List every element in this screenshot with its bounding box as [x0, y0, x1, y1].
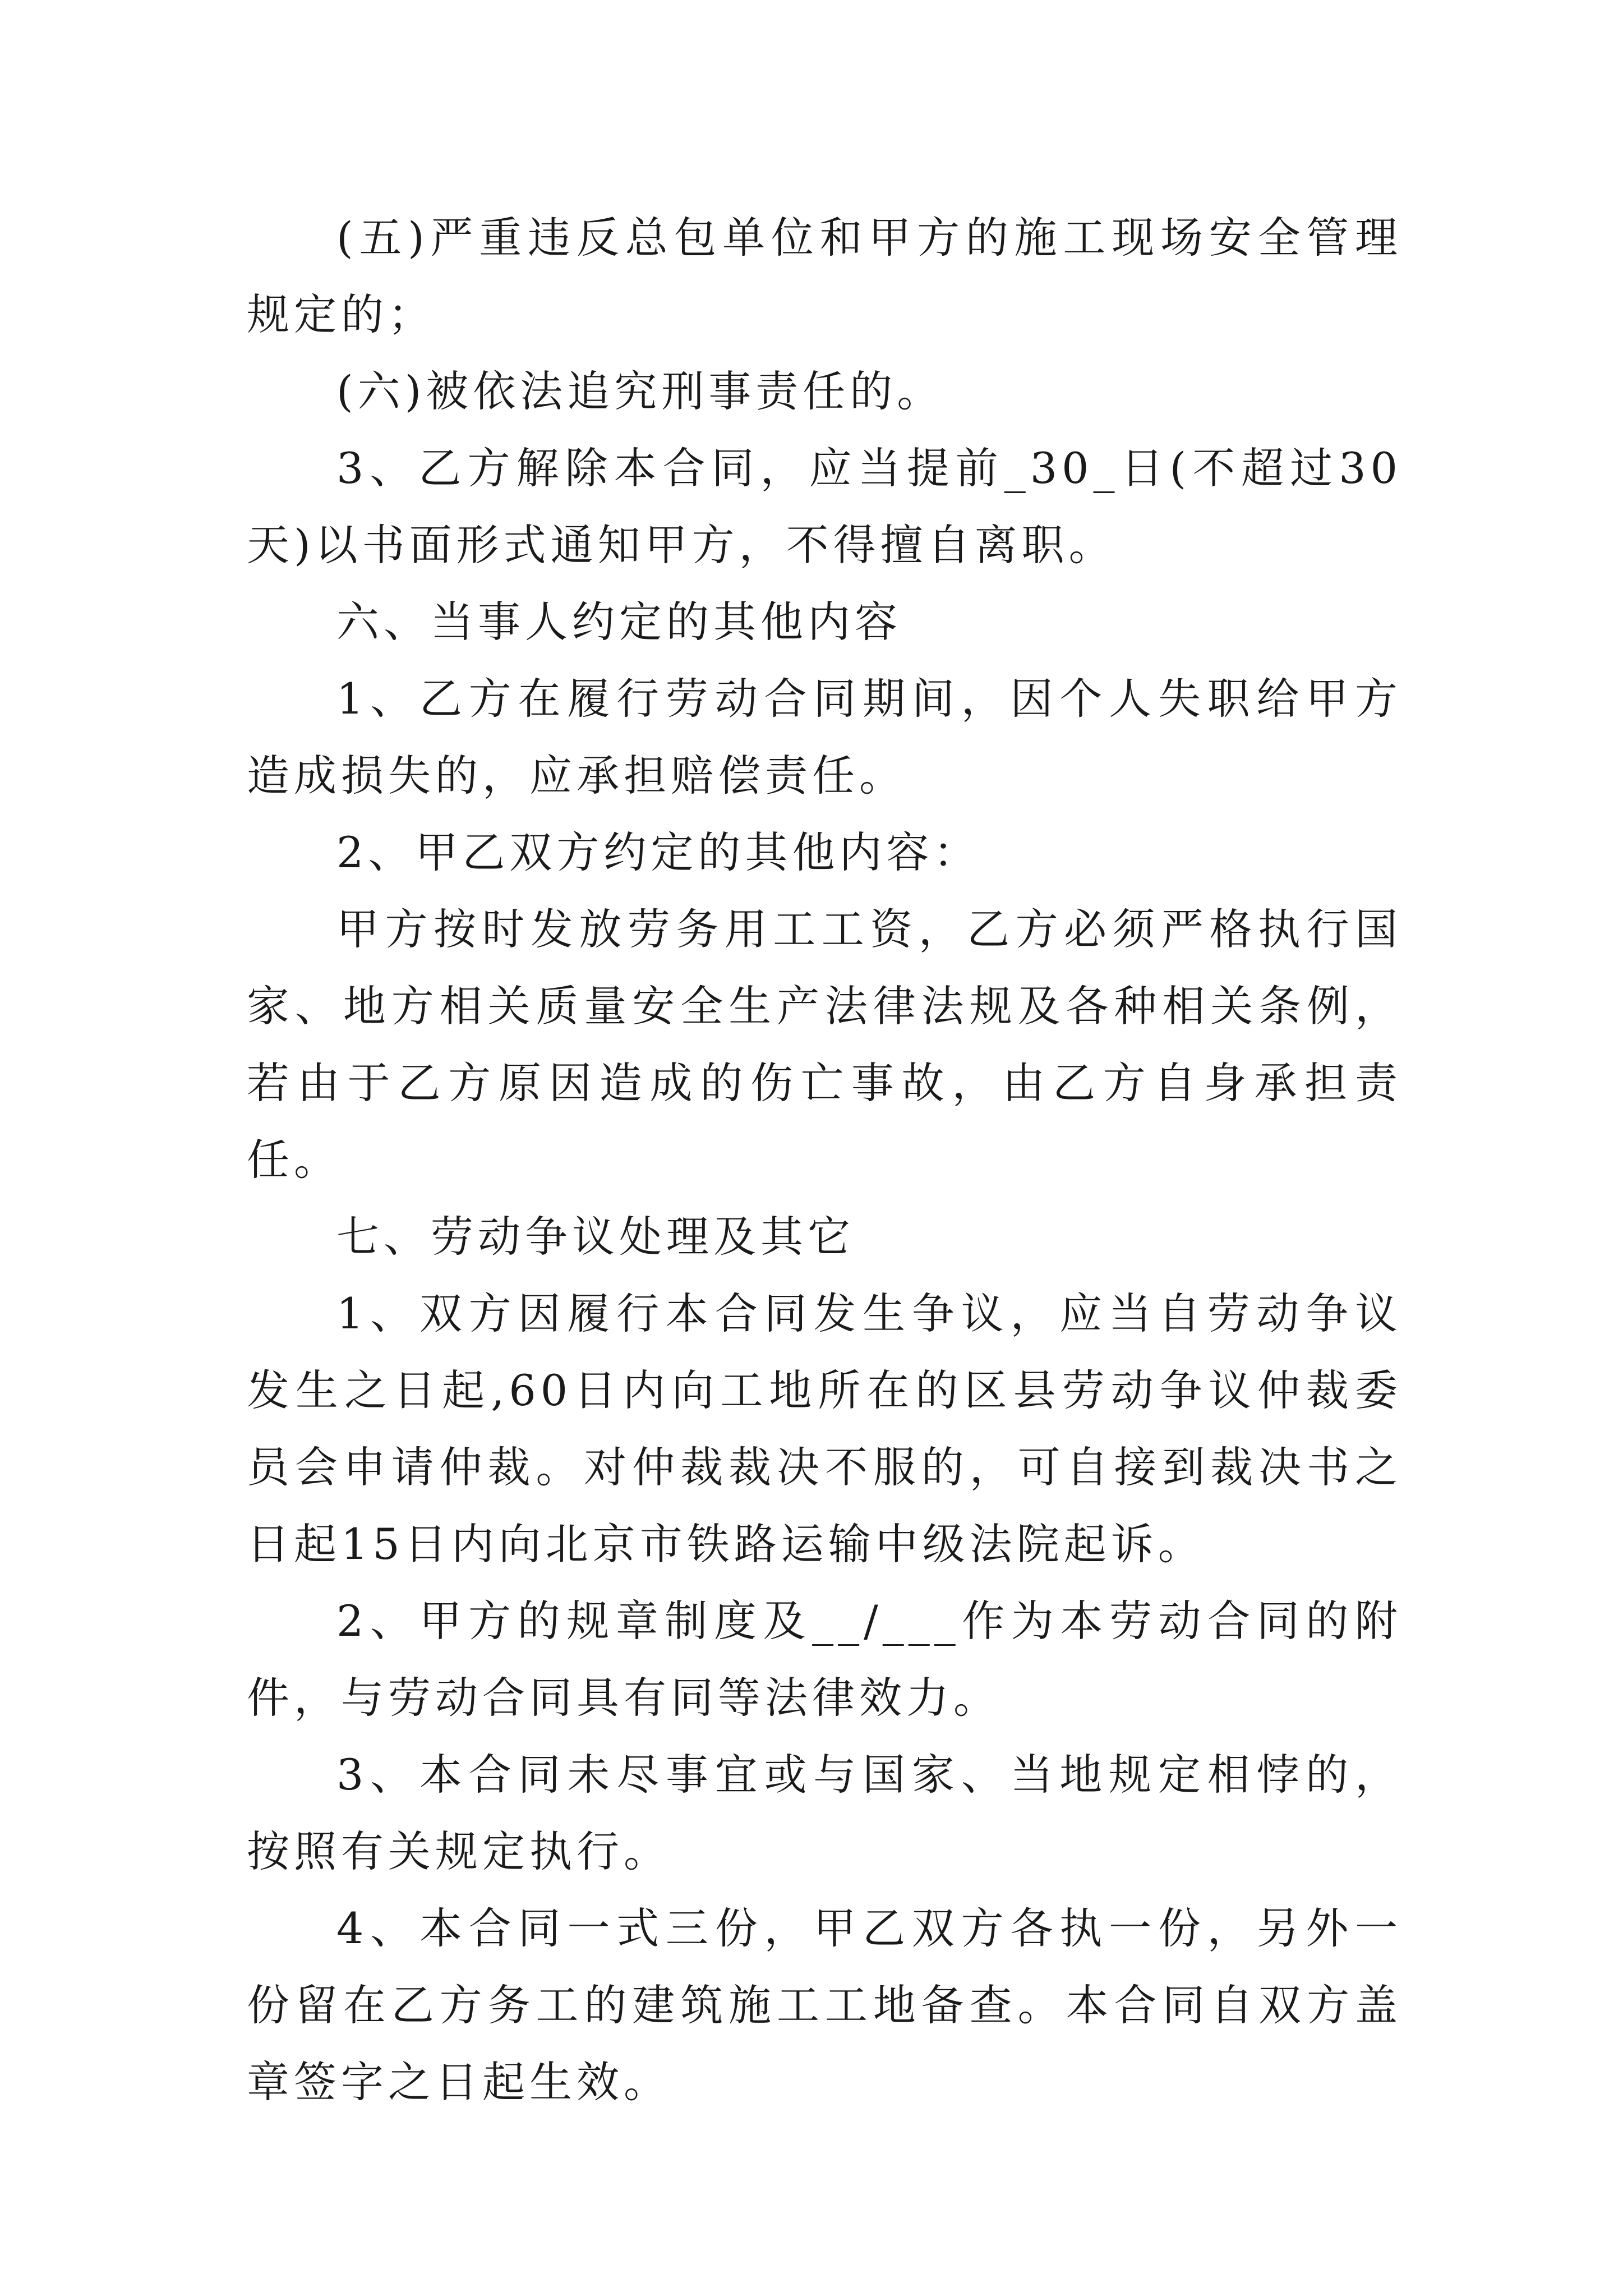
section-7-heading: 七、劳动争议处理及其它	[336, 1212, 855, 1262]
clause-5-serious-violation: (五)严重违反总包单位和甲方的施工现场安全管理规定的；	[247, 213, 1402, 339]
clause-1-dispute-arbitration: 1、双方因履行本合同发生争议，应当自劳动争议发生之日起,60日内向工地所在的区县劳动争议仲裁委员会申请仲裁。对仲裁裁决不服的，可自接到裁决书之日起15日内向北京市铁路运输中级法院起诉。	[247, 1289, 1402, 1569]
document-body	[247, 199, 1402, 2120]
other-terms-body: 甲方按时发放劳务用工工资，乙方必须严格执行国家、地方相关质量安全生产法律法规及各种相关条例，若由于乙方原因造成的伤亡事故，由乙方自身承担责任。	[247, 904, 1402, 1185]
clause-2-other-terms: 2、甲乙双方约定的其他内容：	[336, 827, 981, 877]
clause-1-compensation: 1、乙方在履行劳动合同期间，因个人失职给甲方造成损失的，应承担赔偿责任。	[247, 674, 1402, 800]
clause-6-criminal-liability: (六)被依法追究刑事责任的。	[336, 366, 944, 416]
clause-4-copies-effective: 4、本合同一式三份，甲乙双方各执一份，另外一份留在乙方务工的建筑施工工地备查。本合同自双方盖章签字之日起生效。	[247, 1903, 1402, 2107]
clause-2-attachments: 2、甲方的规章制度及__/___作为本劳动合同的附件，与劳动合同具有同等法律效力。	[247, 1596, 1402, 1723]
section-6-heading: 六、当事人约定的其他内容	[336, 597, 902, 647]
clause-3-termination-notice: 3、乙方解除本合同，应当提前_30_日(不超过30天)以书面形式通知甲方，不得擅自离职。	[247, 443, 1402, 570]
clause-3-unresolved-matters: 3、本合同未尽事宜或与国家、当地规定相悖的，按照有关规定执行。	[247, 1750, 1402, 1876]
